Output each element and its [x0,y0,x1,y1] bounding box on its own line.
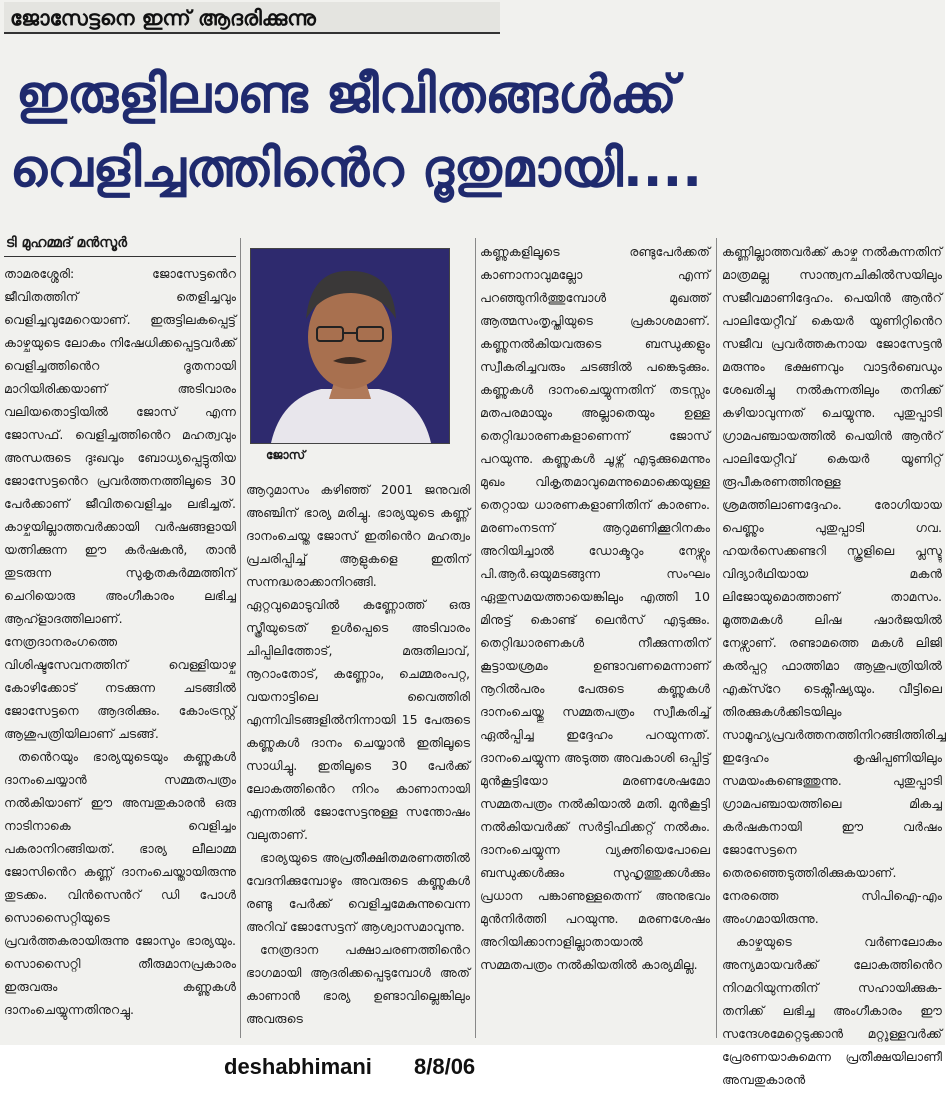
kicker-label: ജോസേട്ടനെ ഇന്ന് ആദരിക്കുന്നു [4,2,500,34]
byline: ടി മുഹമ്മദ് മൻസൂർ [6,235,127,251]
paragraph: താമരശ്ശേരി: ജോസേട്ടൻെറ ജീവിതത്തിന് തെളിച്ചവും വെളിച്ചവുമേറെയാണ്. ഇരുട്ടിലകപ്പെട്ട് കാഴ്ചയുടെ ലോകം നിഷേധിക്കപ്പെട്ടവർക്ക് വെളിച്ചത്തിൻെറ ദൂതനായി മാറിയിരിക്കയാണ് അടിവാരം വലിയതൊട്ടിയിൽ ജോസ് എന്ന ജോസഫ്. വെളിച്ചത്തിൻെറ മഹത്വവും അന്ധരുടെ ദുഃഖവും ബോധ്യപ്പെട്ടുതിയ ജോസേട്ടൻെറ പ്രവർത്തനത്തിലൂടെ 30 പേർക്കാണ് ജീവിതവെളിച്ചം ലഭിച്ചത്. കാഴ്ചയില്ലാത്തവർക്കായി വർഷങ്ങളായി യത്നിക്കുന്ന ഈ കർഷകൻ, താൻ തുടരുന്ന സുകൃതകർമ്മത്തിന് ചെറിയൊരു അംഗീകാരം ലഭിച്ച ആഹ്ളാദത്തിലാണ്. നേത്രദാനരംഗത്തെ വിശിഷ്ടസേവനത്തിന് വെള്ളിയാഴ്ച കോഴിക്കോട് നടക്കുന്ന ചടങ്ങിൽ ജോസേട്ടനെ ആദരിക്കും. കോംട്രസ്റ്റ് ആശുപത്രിയിലാണ് ചടങ്ങ്. [4,266,236,741]
photo-caption: ജോസ് [266,448,306,462]
article-column-4 [722,240,946,1087]
source-label: deshabhimani [224,1054,372,1079]
column-divider [475,238,476,1038]
paragraph: നേത്രദാന പക്ഷാചരണത്തിൻെറ ഭാഗമായി ആദരിക്കപ്പെടുമ്പോൾ അത് കാണാൻ ഭാര്യ ഉണ്ടാവില്ലെങ്കിലും അവരുടെ [246,942,470,1026]
article-column-3 [480,240,710,1040]
paragraph: കണ്ണില്ലാത്തവർക്ക് കാഴ്ച നൽകുന്നതിന് മാത്രമല്ല സാന്ത്വനചികിൽസയിലും സജീവമാണിദ്ദേഹം. പെയിൻ ആൻറ് പാലിയേറ്റീവ് കെയർ യൂണിറ്റിൻെറ സജീവ പ്രവർത്തകനായ ജോസേട്ടൻ മരുന്നും ഭക്ഷണവും വാട്ടർബെഡും ശേഖരിച്ചു നൽകുന്നതിലും തനിക്ക് കഴിയാവുന്നത് ചെയ്യുന്നു. പുതുപ്പാടി ഗ്രാമപഞ്ചായത്തിൽ പെയിൻ ആൻറ് പാലിയേറ്റീവ് കെയർ യൂണിറ്റ് രൂപീകരണത്തിനുള്ള ശ്രമത്തിലാണദ്ദേഹം. രോഗിയായ പെണ്ണും പുതുപ്പാടി ഗവ. ഹയർസെക്കണ്ടറി സ്കൂളിലെ പ്ലസ്ടു വിദ്യാർഥിയായ മകൻ ലിജോയുമൊത്താണ് താമസം. മൂത്തമകൾ ലിഷ ഷാർജയിൽ നേഴ്സാണ്. രണ്ടാമത്തെ മകൾ ലിജി കൽപ്പറ്റ ഫാത്തിമാ ആശുപത്രിയിൽ എക്സ്റേ ടെക്നീഷ്യയും. വീട്ടിലെ തിരക്കുകൾക്കിടയിലും സാമൂഹ്യപ്രവർത്തനത്തിനിറങ്ങിത്തിരിച്ച ഇദ്ദേഹം കൃഷിപ്പണിയിലും സമയംകണ്ടെത്തുന്നു. പുതുപ്പാടി ഗ്രാമപഞ്ചായത്തിലെ മികച്ച കർഷകനായി ഈ വർഷം ജോസേട്ടനെ തെരഞ്ഞെടുത്തിരിക്കുകയാണ്. നേരത്തെ സിപിഐ-എം അംഗമായിരുന്നു. [722,244,946,926]
paragraph: തൻെറയും ഭാര്യയുടെയും കണ്ണുകൾ ദാനംചെയ്യാൻ സമ്മതപത്രം നൽകിയാണ് ഈ അമ്പതുകാരൻ ഒരു നാടിനാകെ വെളിച്ചം പകരാനിറങ്ങിയത്. ഭാര്യ ലീലാമ്മ ജോസിൻെറ കണ്ണ് ദാനംചെയ്തായിരുന്നു തുടക്കം. വിൻസെൻറ് ഡി പോൾ സൊസൈറ്റിയുടെ പ്രവർത്തകരായിരുന്നു ജോസും ഭാര്യയും. സൊസൈറ്റി തീരുമാനപ്രകാരം ഇരുവരും കണ്ണുകൾ ദാനംചെയ്യുന്നതിനുറച്ചു. [4,749,236,1017]
column-divider [716,238,717,1038]
headline [10,58,935,206]
portrait-photo [250,248,450,444]
article-column-2 [246,478,470,1044]
paragraph: കാഴ്ചയുടെ വർണലോകം അന്യമായവർക്ക് ലോകത്തിൻെറ നിറമറിയുന്നതിന് സഹായിക്കുക- തനിക്ക് ലഭിച്ച അംഗീകാരം ഈ സന്ദേശമേറ്റെടുക്കാൻ മറ്റുള്ളവർക്ക് പ്രേരണയാകുമെന്ന പ്രതീക്ഷയിലാണീ അമ്പതുകാരൻ [722,934,942,1087]
headline-line-2: വെളിച്ചത്തിൻെറ ദൂതുമായി.... [10,139,703,199]
article-column-1 [4,262,236,1042]
portrait-image [251,249,449,443]
date-label: 8/8/06 [414,1054,476,1079]
column-divider [240,238,241,1038]
headline-line-1: ഇരുളിലാണ്ട ജീവിതങ്ങൾക്ക് [16,65,677,125]
paragraph: ആറുമാസം കഴിഞ്ഞ് 2001 ജനുവരി അഞ്ചിന് ഭാര്യ മരിച്ചു. ഭാര്യയുടെ കണ്ണ് ദാനംചെയ്ത ജോസ് ഇതിൻെറ മഹത്വം പ്രചരിപ്പിച്ച് ആളുകളെ ഇതിന് സന്നദ്ധരാക്കാനിറങ്ങി. ഏറ്റവുമൊടുവിൽ കണ്ണോത്ത് ഒരു സ്ത്രീയുടെത് ഉൾപ്പെടെ അടിവാരം ചിപ്പിലിത്തോട്, മരുതിലാവ്, നൂറാംതോട്, കണ്ണോം, ചെമ്മരംപറ്റ, വയനാട്ടിലെ വൈത്തിരി എന്നിവിടങ്ങളിൽനിന്നായി 15 പേരുടെ കണ്ണുകൾ ദാനം ചെയ്യാൻ ഇതിലൂടെ സാധിച്ചു. ഇതിലൂടെ 30 പേർക്ക് ലോകത്തിൻെറ നിറം കാണാനായി എന്നതിൽ ജോസേട്ടനുള്ള സന്തോഷം വലുതാണ്. [246,482,470,842]
paragraph: കണ്ണുകളിലൂടെ രണ്ടുപേർക്കത് കാണാനാവുമല്ലോ എന്ന് പറഞ്ഞുനിർത്തുമ്പോൾ മുഖത്ത് ആത്മസംതൃപ്തിയുടെ പ്രകാശമാണ്. കണ്ണുനൽകിയവരുടെ ബന്ധുക്കളും സ്വീകരിച്ചവരും ചടങ്ങിൽ പങ്കെടുക്കും. കണ്ണുകൾ ദാനംചെയ്യുന്നതിന് തടസ്സം മതപരമായും അല്ലാതെയും ഉള്ള തെറ്റിദ്ധാരണകളാണെന്ന് ജോസ് പറയുന്നു. കണ്ണുകൾ ചൂഴ്ന്ന് എടുക്കുമെന്നും മുഖം വികൃതമാവുമെന്നുമൊക്കെയുള്ള തെറ്റായ ധാരണകളാണിതിന് കാരണം. മരണംനടന്ന് ആറുമണിക്കൂറിനകം അറിയിച്ചാൽ ഡോക്ടറും നേഴ്സും പി.ആർ.ഒയുമടങ്ങുന്ന സംഘം ഏതുസമയത്തായെങ്കിലും എത്തി 10 മിനുട്ട് കൊണ്ട് ലെൻസ് എടുക്കും. തെറ്റിദ്ധാരണകൾ നീക്കുന്നതിന് കൂട്ടായശ്രമം ഉണ്ടാവണമെന്നാണ് നൂറിൽപരം പേരുടെ കണ്ണുകൾ ദാനംചെയ്തു സമ്മതപത്രം സ്വീകരിച്ച് ഏൽപ്പിച്ച ഇദ്ദേഹം പറയുന്നത്. ദാനംചെയ്യുന്ന അടുത്ത അവകാശി ഒപ്പിട്ട് മുൻകൂട്ടിയോ മരണശേഷമോ സമ്മതപത്രം നൽകിയാൽ മതി. മുൻകൂട്ടി നൽകിയവർക്ക് സർട്ടിഫിക്കറ്റ് നൽകും. ദാനംചെയ്യുന്ന വ്യക്തിയെപോലെ ബന്ധുക്കൾക്കും സുഹൃത്തുക്കൾക്കും പ്രധാന പങ്കാണുള്ളതെന്ന് അനുഭവം മുൻനിർത്തി പറയുന്നു. മരണശേഷം അറിയിക്കാനാളില്ലാതായാൽ സമ്മതപത്രം നൽകിയതിൽ കാര്യമില്ല. [480,244,710,972]
byline-rule [4,256,236,257]
paragraph: ഭാര്യയുടെ അപ്രതീക്ഷിതമരണത്തിൽ വേദനിക്കുമ്പോഴും അവരുടെ കണ്ണുകൾ രണ്ടു പേർക്ക് വെളിച്ചമേകുന്നുവെന്ന അറിവ് ജോസേട്ടന് ആശ്വാസമാവുന്നു. [246,850,470,934]
